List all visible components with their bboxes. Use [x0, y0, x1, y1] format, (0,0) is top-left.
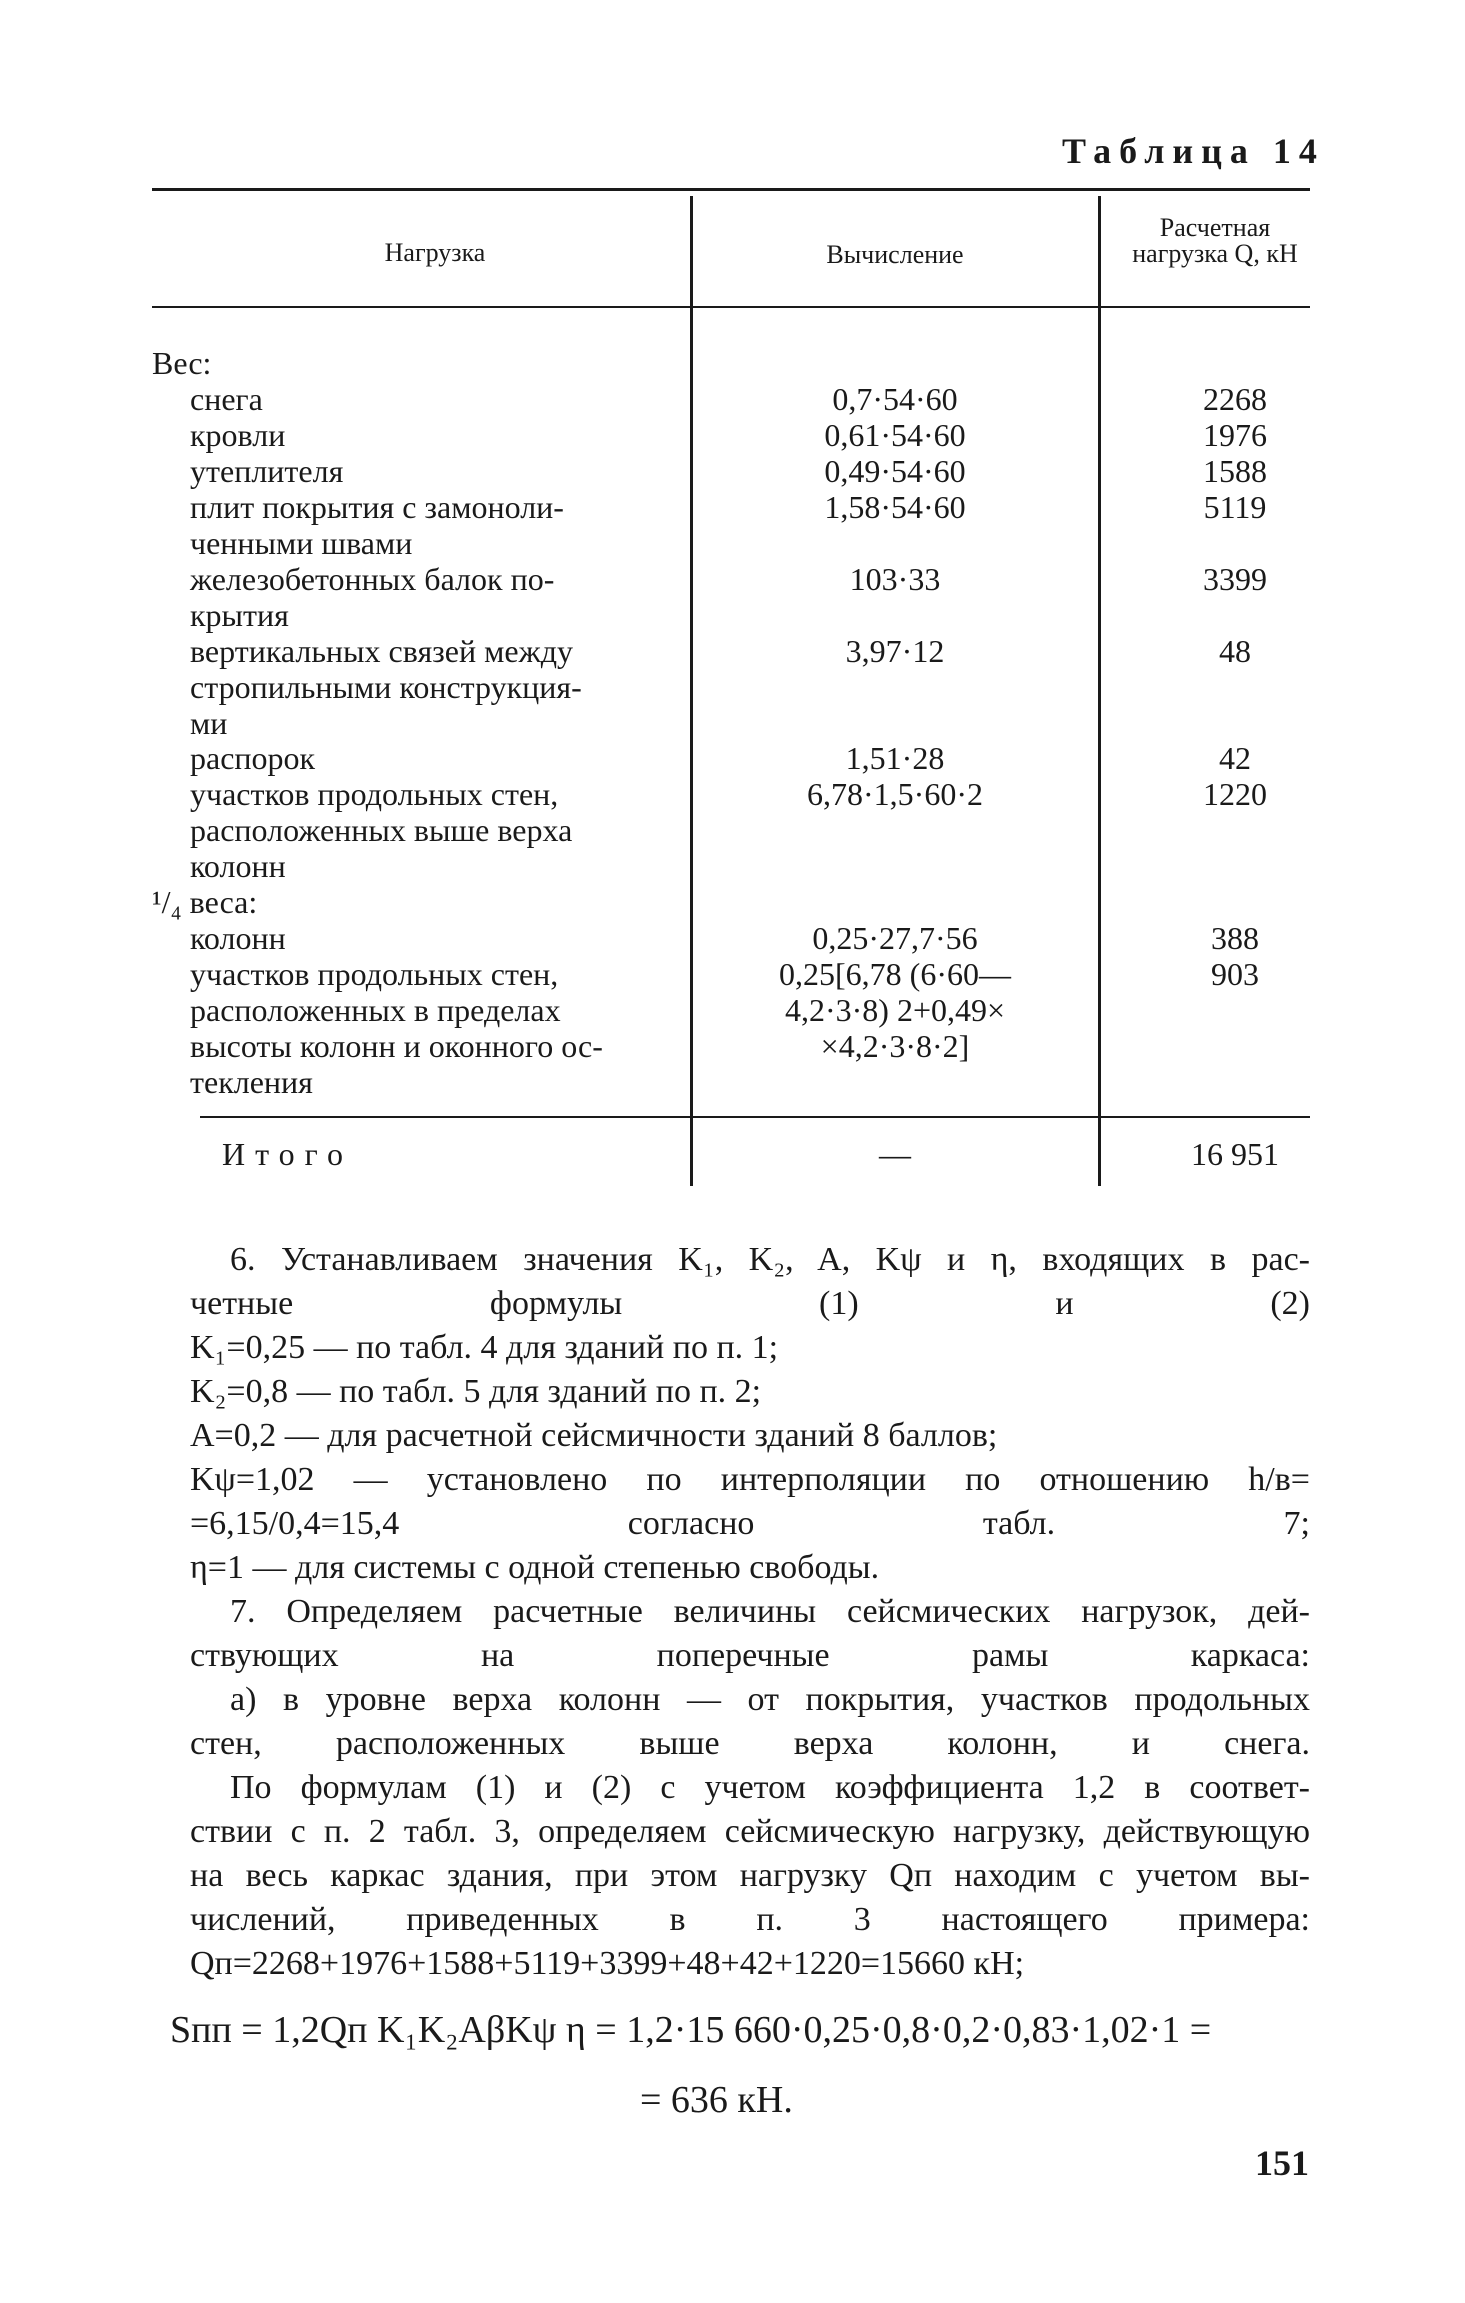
row-value: 388 — [1211, 920, 1259, 956]
row-name: снега — [190, 381, 263, 417]
eta-line: η=1 — для системы с одной степенью свободы. — [190, 1549, 880, 1586]
row-value: 1220 — [1203, 776, 1267, 812]
row-name: железобетонных балок по- крытия — [190, 561, 555, 633]
row-value: 5119 — [1203, 489, 1267, 525]
total-value: 16 951 — [1191, 1136, 1279, 1172]
row-name: участков продольных стен, расположенных выше верха колонн — [190, 776, 573, 884]
row-value: 3399 — [1203, 561, 1267, 597]
formula-line-2: = 636 кН. — [640, 2079, 793, 2121]
paragraph-8: По формулам (1) и (2) с учетом коэффициента 1,2 в соответ- ствии с п. 2 табл. 3, определяем сейсмическую нагрузку, действующую на весь каркас здания, при этом нагрузку Qп находим с учетом вы- числений, приведенных в п. 3 настоящего примера: — [190, 1769, 1310, 1938]
row-value: 1588 — [1203, 453, 1267, 489]
row-value: 903 — [1211, 956, 1259, 992]
row-calc: 0,61·54·60 — [824, 417, 966, 453]
row-name: вертикальных связей между стропильными конструкция- ми — [190, 633, 582, 741]
q-sum-line: Qп=2268+1976+1588+5119+3399+48+42+1220=15660 кН; — [190, 1945, 1025, 1982]
a-line: A=0,2 — для расчетной сейсмичности зданий 8 баллов; — [190, 1417, 998, 1454]
row-value: 2268 — [1203, 381, 1267, 417]
row-name: колонн — [190, 920, 286, 956]
row-calc: 0,49·54·60 — [824, 453, 966, 489]
row-value: 1976 — [1203, 417, 1267, 453]
row-calc: 1,51·28 — [845, 740, 945, 776]
row-calc: 1,58·54·60 — [824, 489, 966, 525]
column-divider-2 — [1098, 196, 1101, 1186]
weight-label: Вес: — [152, 345, 212, 381]
table-header-rule — [152, 306, 1310, 308]
paragraph-7: 7. Определяем расчетные величины сейсмических нагрузок, дей- ствующих на поперечные рамы каркаса: — [190, 1593, 1310, 1674]
row-calc: 3,97·12 — [845, 633, 945, 669]
total-label: Итого — [222, 1136, 353, 1172]
row-value: 42 — [1219, 740, 1251, 776]
paragraph-6: 6. Устанавливаем значения K₁, K₂, A, Kψ и η, входящих в рас- четные формулы (1) и (2) — [190, 1241, 1310, 1322]
row-calc: 6,78·1,5·60·2 — [807, 776, 983, 812]
paragraph-7a: а) в уровне верха колонн — от покрытия, участков продольных стен, расположенных выше верха колонн, и снега. — [190, 1681, 1310, 1762]
row-calc: 0,25[6,78 (6·60— 4,2·3·8) 2+0,49× ×4,2·3·8·2] — [779, 956, 1011, 1064]
row-value: 48 — [1219, 633, 1251, 669]
row-name: распорок — [190, 740, 316, 776]
column-divider-1 — [690, 196, 693, 1186]
page-number: 151 — [1255, 2143, 1309, 2183]
table-title: Таблица 14 — [1062, 131, 1325, 171]
formula-line-1: Sпп = 1,2Qп K₁K₂AβKψ η = 1,2·15 660·0,25·0,8·0,2·0,83·1,02·1 = — [170, 2009, 1212, 2051]
row-calc: 103·33 — [849, 561, 941, 597]
row-name: кровли — [190, 417, 286, 453]
row-calc: 0,25·27,7·56 — [812, 920, 978, 956]
row-name: утеплителя — [190, 453, 344, 489]
k1-line: K₁=0,25 — по табл. 4 для зданий по п. 1; — [190, 1329, 779, 1366]
header-result: Расчетная нагрузка Q, кН — [1132, 213, 1298, 268]
row-name: плит покрытия с замоноли- ченными швами — [190, 489, 564, 561]
kpsi-line: Kψ=1,02 — установлено по интерполяции по отношению h/в= =6,15/0,4=15,4 согласно табл. 7; — [190, 1461, 1310, 1542]
k2-line: K₂=0,8 — по табл. 5 для зданий по п. 2; — [190, 1373, 762, 1410]
row-calc: 0,7·54·60 — [832, 381, 958, 417]
header-load: Нагрузка — [384, 238, 486, 267]
total-calc: — — [879, 1136, 911, 1172]
row-name: участков продольных стен, расположенных в пределах высоты колонн и оконного ос- текления — [190, 956, 603, 1100]
quarter-weight-label: ¹/₄ веса: — [152, 884, 258, 920]
header-calc: Вычисление — [826, 240, 964, 269]
table-top-rule — [152, 188, 1310, 191]
table-total-rule — [200, 1116, 1310, 1118]
